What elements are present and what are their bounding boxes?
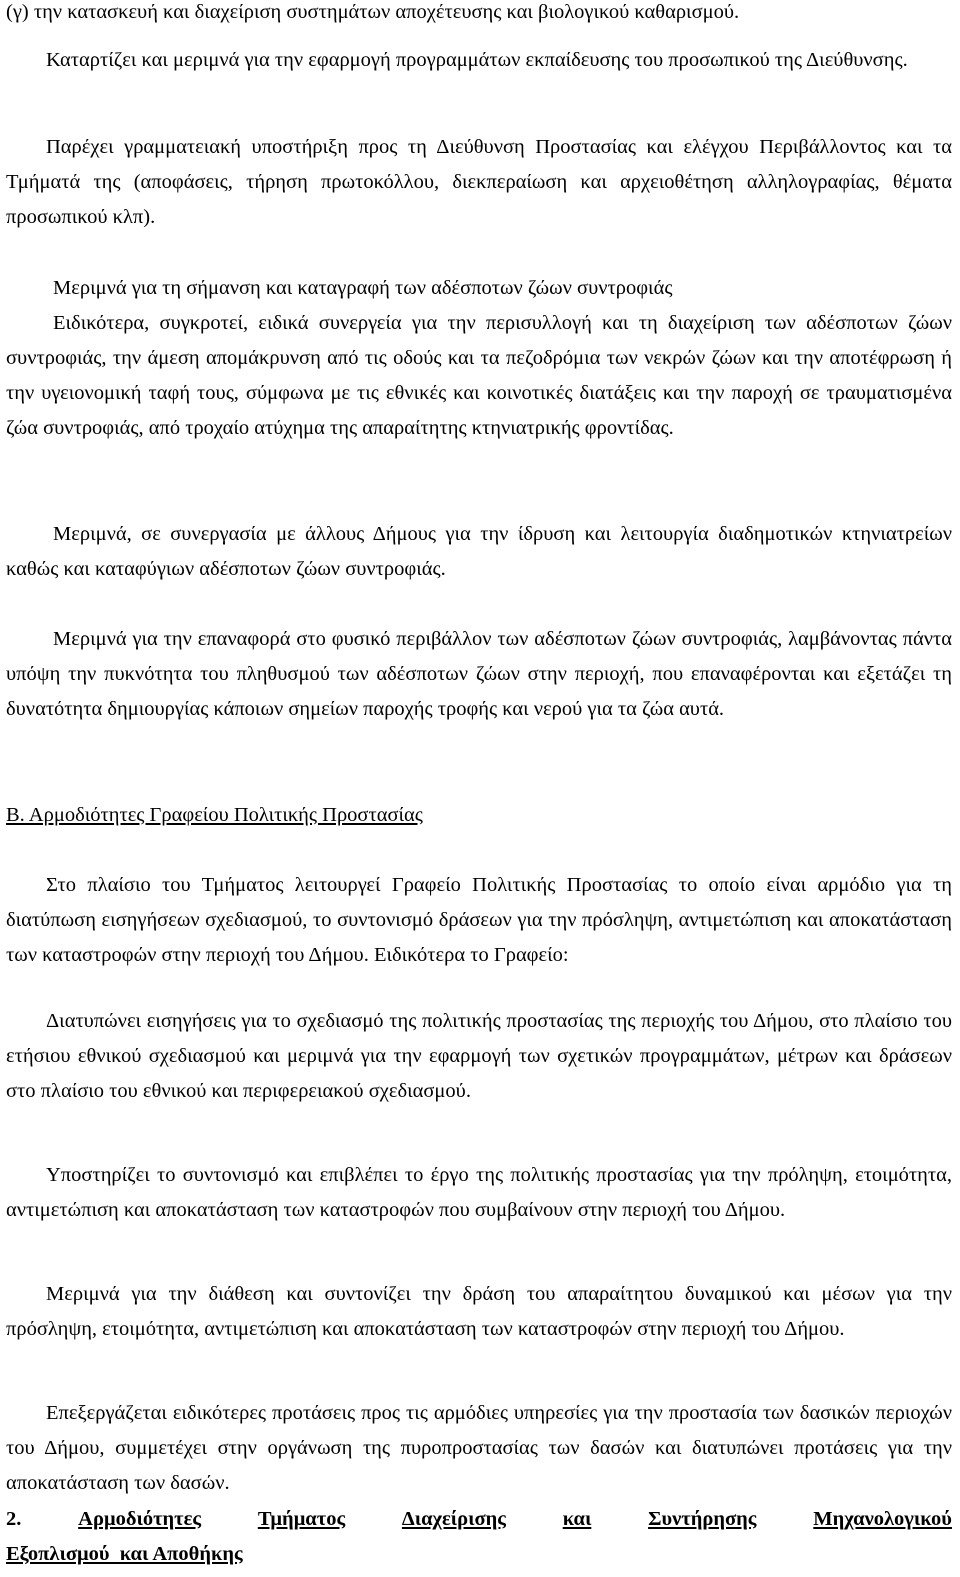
paragraph-resource-allocation: Μεριμνά για την διάθεση και συντονίζει την δράση του απαραίτητου δυναμικού και μέσων για την πρόσληψη, ετοιμότητα, αντιμετώπιση και αποκατάσταση των καταστροφών στην περιοχή του Δήμου. (6, 1283, 952, 1340)
paragraph-planning-proposals: Διατυπώνει εισηγήσεις για το σχεδιασμό της πολιτικής προστασίας της περιοχής του Δήμου, στο πλαίσιο του ετήσιου εθνικού σχεδιασμού και μεριμνά για την εφαρμογή των σχετικών προγραμμάτων, μέτρων και δράσεων στο πλαίσιο του εθνικού και περιφερειακού σχεδιασμού. (6, 1010, 952, 1102)
paragraph-item-g: (γ) την κατασκευή και διαχείριση συστημάτων αποχέτευσης και βιολογικού καθαρισμού. (6, 1, 740, 23)
section-heading-civil-protection: Β. Αρμοδιότητες Γραφείου Πολιτικής Προστασίας (6, 804, 423, 826)
heading-word: Μηχανολογικού (813, 1508, 952, 1530)
paragraph-training-programs: Καταρτίζει και μεριμνά για την εφαρμογή προγραμμάτων εκπαίδευσης του προσωπικού της Διεύθυνσης. (46, 49, 908, 71)
paragraph-stray-marking: Μεριμνά για τη σήμανση και καταγραφή των αδέσποτων ζώων συντροφιάς (53, 277, 673, 299)
section-heading-mechanical-equipment (6, 1502, 952, 1537)
paragraph-return-to-environment: Μεριμνά για την επαναφορά στο φυσικό περιβάλλον των αδέσποτων ζώων συντροφιάς, λαμβάνοντας πάντα υπόψη την πυκνότητα του πληθυσμού των αδέσποτων ζώων στην περιοχή, που επαναφέρονται και εξετάζει τη δυνατότητα δημιουργίας κάποιων σημείων παροχής τροφής και νερού για τα ζώα αυτά. (6, 628, 952, 720)
paragraph-secretarial-support: Παρέχει γραμματειακή υποστήριξη προς τη Διεύθυνση Προστασίας και ελέγχου Περιβάλλοντος και τα Τμήματά της (αποφάσεις, τήρηση πρωτοκόλλου, διεκπεραίωση και αρχειοθέτηση αλληλογραφίας, θέματα προσωπικού κλπ). (6, 136, 952, 228)
paragraph-stray-collection: Ειδικότερα, συγκροτεί, ειδικά συνεργεία για την περισυλλογή και τη διαχείριση των αδέσποτων ζώων συντροφιάς, την άμεση απομάκρυνση από τις οδούς και τα πεζοδρόμια των νεκρών ζώων και την αποτέφρωση ή την υγειονομική ταφή τους, σύμφωνα με τις εθνικές και κοινοτικές διατάξεις και την παροχή σε τραυματισμένα ζώα συντροφιάς, από τροχαίο ατύχημα της απαραίτητης κτηνιατρικής φροντίδας. (6, 312, 952, 439)
paragraph-intermunicipal-vets: Μεριμνά, σε συνεργασία με άλλους Δήμους για την ίδρυση και λειτουργία διαδημοτικών κτηνιατρείων καθώς και καταφύγιων αδέσποτων ζώων συντροφιάς. (6, 523, 952, 580)
paragraph-forest-protection: Επεξεργάζεται ειδικότερες προτάσεις προς τις αρμόδιες υπηρεσίες για την προστασία των δασικών περιοχών του Δήμου, συμμετέχει στην οργάνωση της πυροπροστασίας των δασών και διατυπώνει προτάσεις για την αποκατάσταση των δασών. (6, 1402, 952, 1494)
heading-number: 2. (6, 1508, 22, 1530)
section-heading-mechanical-equipment-line2: Εξοπλισμού και Αποθήκης (6, 1543, 243, 1565)
heading-word: Διαχείρισης (401, 1508, 506, 1530)
heading-word: Τμήματος (257, 1508, 346, 1530)
paragraph-coordination-support: Υποστηρίζει το συντονισμό και επιβλέπει το έργο της πολιτικής προστασίας για την πρόληψη, ετοιμότητα, αντιμετώπιση και αποκατάσταση των καταστροφών που συμβαίνουν στην περιοχή του Δήμου. (6, 1164, 952, 1221)
heading-word: Συντήρησης (648, 1508, 757, 1530)
heading-word: και (562, 1508, 592, 1530)
paragraph-civil-protection-office: Στο πλαίσιο του Τμήματος λειτουργεί Γραφείο Πολιτικής Προστασίας το οποίο είναι αρμόδιο για τη διατύπωση εισηγήσεων σχεδιασμού, το συντονισμό δράσεων για την πρόσληψη, αντιμετώπιση και αποκατάσταση των καταστροφών στην περιοχή του Δήμου. Ειδικότερα το Γραφείο: (6, 874, 952, 966)
heading-word: Αρμοδιότητες (78, 1508, 202, 1530)
